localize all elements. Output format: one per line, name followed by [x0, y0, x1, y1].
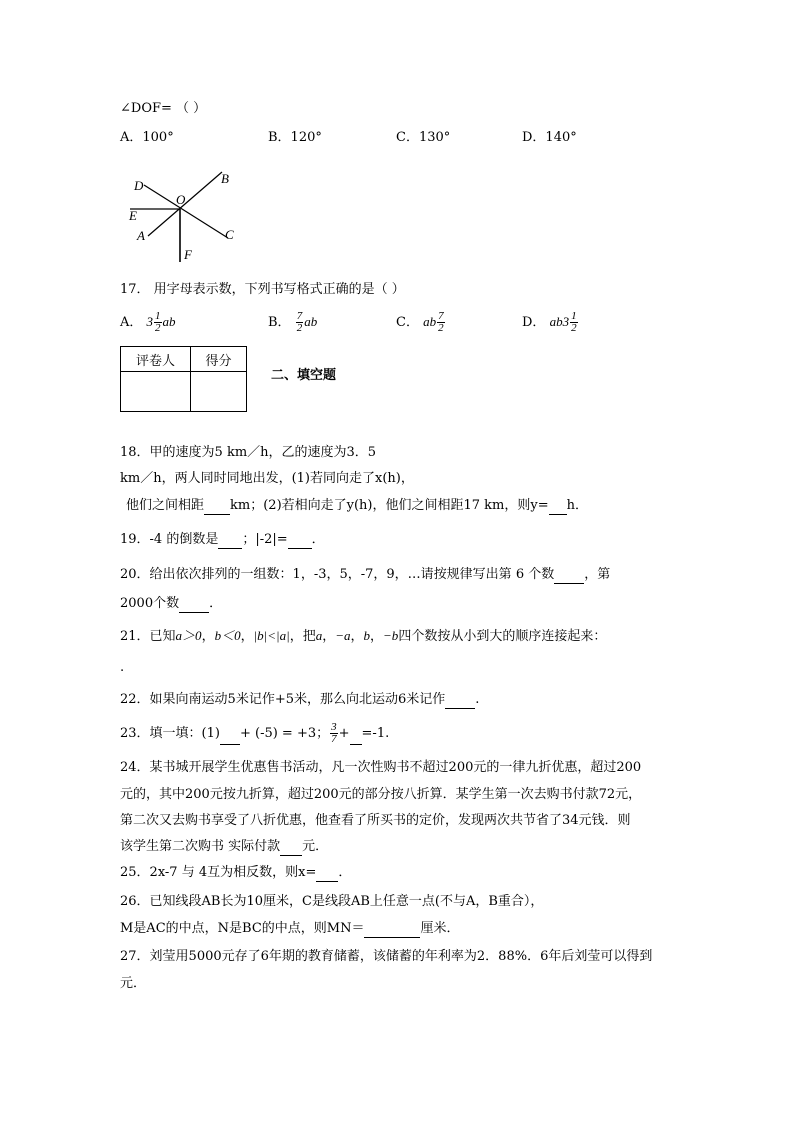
- q25: 25．2x-7 与 4互为相反数，则x= ．: [120, 865, 352, 880]
- variable-head: ab3: [549, 314, 570, 329]
- line-DC: [144, 185, 228, 238]
- fraction: $\frac{7}{2}$: [296, 310, 303, 334]
- option-letter: C．: [396, 315, 419, 330]
- label-F: F: [184, 247, 192, 262]
- label-O: O: [176, 192, 186, 207]
- whole-part: 3: [146, 314, 154, 329]
- answer-blank: [179, 598, 209, 613]
- score-table: [120, 346, 247, 412]
- q21: 21．已知a＞0，b＜0，|b|<|a|，把a，−a，b，−b四个数按从小到大的顺序连接起来：: [120, 628, 607, 644]
- q20-line1: 20．给出依次排列的一组数：1，-3，5，-7，9，…请按规律写出第 6 个数 ，第: [120, 567, 611, 582]
- variable-tail: ab: [304, 314, 318, 329]
- score-table-header-grader: 评卷人: [121, 347, 191, 372]
- q17-option-a: [120, 311, 176, 334]
- fraction: $\frac{3}{7}$: [331, 721, 337, 745]
- fraction: $\frac{1}{2}$: [571, 310, 577, 334]
- q27-line2: 元．: [120, 976, 147, 991]
- answer-blank: [288, 534, 312, 549]
- q26-line2: M是AC的中点，N是BC的中点，则MN＝ 厘米．: [120, 921, 460, 936]
- q24-line4: 该学生第二次购书 实际付款 元．: [120, 839, 329, 854]
- answer-blank: [445, 694, 475, 709]
- q17-option-d: [522, 311, 579, 334]
- label-D: D: [134, 178, 144, 193]
- q27-line1: 27．刘莹用5000元存了6年期的教育储蓄，该储蓄的年利率为2．88%．6年后刘莹可以得到: [120, 949, 653, 964]
- answer-blank: [554, 569, 584, 584]
- q19: 19．-4 的倒数是 ；|-2|= ．: [120, 532, 325, 547]
- answer-blank: [549, 500, 567, 515]
- answer-blank: [364, 923, 420, 938]
- answer-blank: [218, 534, 242, 549]
- q18-line1: 18．甲的速度为5 km／h，乙的速度为3．5: [120, 445, 377, 460]
- option-letter: A．: [120, 315, 143, 330]
- answer-blank: [350, 730, 362, 745]
- section-title: 二、填空题: [271, 368, 337, 383]
- q23: 23．填一填：(1) + (-5) = +3； $\frac{3}{7}$ + =-1.: [120, 721, 390, 745]
- fraction: $\frac{7}{2}$: [438, 310, 444, 334]
- q26-line1: 26．已知线段AB长为10厘米，C是线段AB上任意一点(不与A，B重合），: [120, 894, 544, 909]
- option-letter: B．: [268, 315, 291, 330]
- variable-head: ab: [423, 314, 437, 329]
- q21-trailing-dot: .: [120, 660, 125, 675]
- q18-line2: km／h，两人同时同地出发，(1)若同向走了x(h)，: [120, 471, 414, 486]
- answer-blank: [316, 867, 338, 882]
- answer-blank: [220, 730, 240, 745]
- q18-line3: 他们之间相距 km；(2)若相向走了y(h)，他们之间相距17 km，则y= h．: [126, 498, 588, 513]
- angle-figure: [118, 160, 248, 265]
- option-letter: D．: [522, 315, 546, 330]
- score-table-header-score: 得分: [191, 347, 247, 372]
- q24-line1: 24．某书城开展学生优惠售书活动，凡一次性购书不超过200元的一律九折优惠，超过200: [120, 760, 642, 775]
- q20-line2: 2000个数 ．: [120, 596, 223, 611]
- variable-tail: ab: [162, 314, 176, 329]
- q16-stem-tail: ∠DOF= （ ）: [120, 101, 207, 116]
- q17-stem: 17． 用字母表示数，下列书写格式正确的是（ ）: [120, 282, 405, 297]
- q16-option-a: A．100°: [120, 130, 174, 145]
- answer-blank: [280, 841, 302, 856]
- q17-option-c: [396, 311, 446, 334]
- score-table-cell-score: [191, 372, 247, 412]
- label-A: A: [137, 228, 145, 243]
- q17-option-b: [268, 311, 317, 334]
- q24-line3: 第二次又去购书享受了八折优惠，他查看了所买书的定价，发现两次共节省了34元钱．则: [120, 813, 631, 828]
- label-E: E: [129, 208, 137, 223]
- answer-blank: [204, 500, 230, 515]
- label-C: C: [225, 227, 234, 242]
- q16-option-d: D．140°: [522, 130, 577, 145]
- q16-option-c: C．130°: [396, 130, 451, 145]
- q16-option-b: B．120°: [268, 130, 322, 145]
- label-B: B: [221, 171, 229, 186]
- q22: 22．如果向南运动5米记作+5米，那么向北运动6米记作 .: [120, 692, 480, 707]
- score-table-cell-grader: [121, 372, 191, 412]
- q24-line2: 元的，其中200元按九折算，超过200元的部分按八折算．某学生第一次去购书付款72元，: [120, 787, 642, 802]
- fraction: $\frac{1}{2}$: [155, 310, 161, 334]
